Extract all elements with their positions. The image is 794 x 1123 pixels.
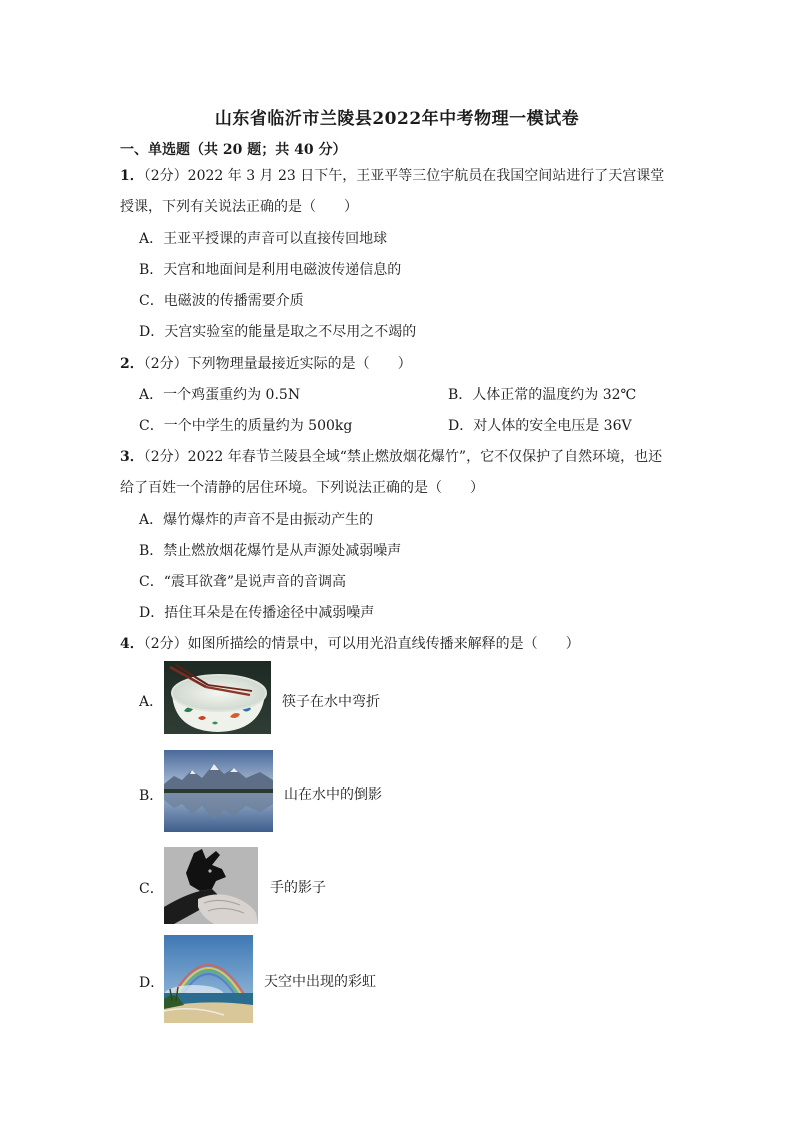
question-number: 3． <box>120 449 144 465</box>
option-b-caption: 山在水中的倒影 <box>284 787 382 803</box>
hand-shadow-image <box>164 847 258 924</box>
question-score: （2分） <box>143 636 188 652</box>
question-score: （2分） <box>143 168 188 184</box>
question-score: （2分） <box>143 449 188 465</box>
option-d-letter[interactable]: D． <box>139 975 165 991</box>
option-a-letter[interactable]: A． <box>139 694 164 710</box>
question-line <box>120 633 580 653</box>
rainbow-image <box>164 935 253 1023</box>
question-number: 2． <box>120 356 144 372</box>
option-d[interactable]: D．捂住耳朵是在传播途径中减弱噪声 <box>139 605 375 621</box>
question-line <box>120 165 664 185</box>
question-text: 授课，下列有关说法正确的是（ ） <box>120 199 358 215</box>
option-d-caption: 天空中出现的彩虹 <box>264 974 376 990</box>
question-number: 4． <box>120 636 144 652</box>
question-text: 2022 年春节兰陵县全域“禁止燃放烟花爆竹”，它不仅保护了自然环境，也还 <box>187 449 663 465</box>
option-a[interactable]: A．一个鸡蛋重约为 0.5N <box>139 387 301 403</box>
option-a-caption: 筷子在水中弯折 <box>282 694 380 710</box>
question-line <box>120 446 662 466</box>
option-d[interactable]: D．对人体的安全电压是 36V <box>448 418 632 434</box>
page-title: 山东省临沂市兰陵县2022年中考物理一模试卷 <box>214 109 580 129</box>
mountain-reflection-image <box>164 750 273 832</box>
option-a[interactable]: A．王亚平授课的声音可以直接传回地球 <box>139 231 388 247</box>
option-c[interactable]: C．电磁波的传播需要介质 <box>139 293 304 309</box>
option-b[interactable]: B．人体正常的温度约为 32℃ <box>448 387 637 403</box>
option-b[interactable]: B．禁止燃放烟花爆竹是从声源处减弱噪声 <box>139 543 402 559</box>
question-text: 如图所描绘的情景中，可以用光沿直线传播来解释的是（ ） <box>187 636 580 652</box>
option-b[interactable]: B．天宫和地面间是利用电磁波传递信息的 <box>139 262 402 278</box>
option-c[interactable]: C．一个中学生的质量约为 500kg <box>139 418 353 434</box>
option-d[interactable]: D．天宫实验室的能量是取之不尽用之不竭的 <box>139 324 417 340</box>
question-text: 给了百姓一个清静的居住环境。下列说法正确的是（ ） <box>120 480 484 496</box>
option-c[interactable]: C．“震耳欲聋”是说声音的音调高 <box>139 574 347 590</box>
section-heading: 一、单选题（共 20 题；共 40 分） <box>120 142 347 158</box>
question-text: 下列物理量最接近实际的是（ ） <box>187 356 412 372</box>
option-c-caption: 手的影子 <box>270 880 326 896</box>
question-line <box>120 353 412 373</box>
option-c-letter[interactable]: C． <box>139 881 164 897</box>
option-a[interactable]: A．爆竹爆炸的声音不是由振动产生的 <box>139 512 374 528</box>
question-number: 1． <box>120 168 144 184</box>
chopsticks-bowl-image <box>164 661 271 734</box>
question-text: 2022 年 3 月 23 日下午，王亚平等三位宇航员在我国空间站进行了天宫课堂 <box>187 168 665 184</box>
question-score: （2分） <box>143 356 188 372</box>
option-b-letter[interactable]: B． <box>139 788 164 804</box>
